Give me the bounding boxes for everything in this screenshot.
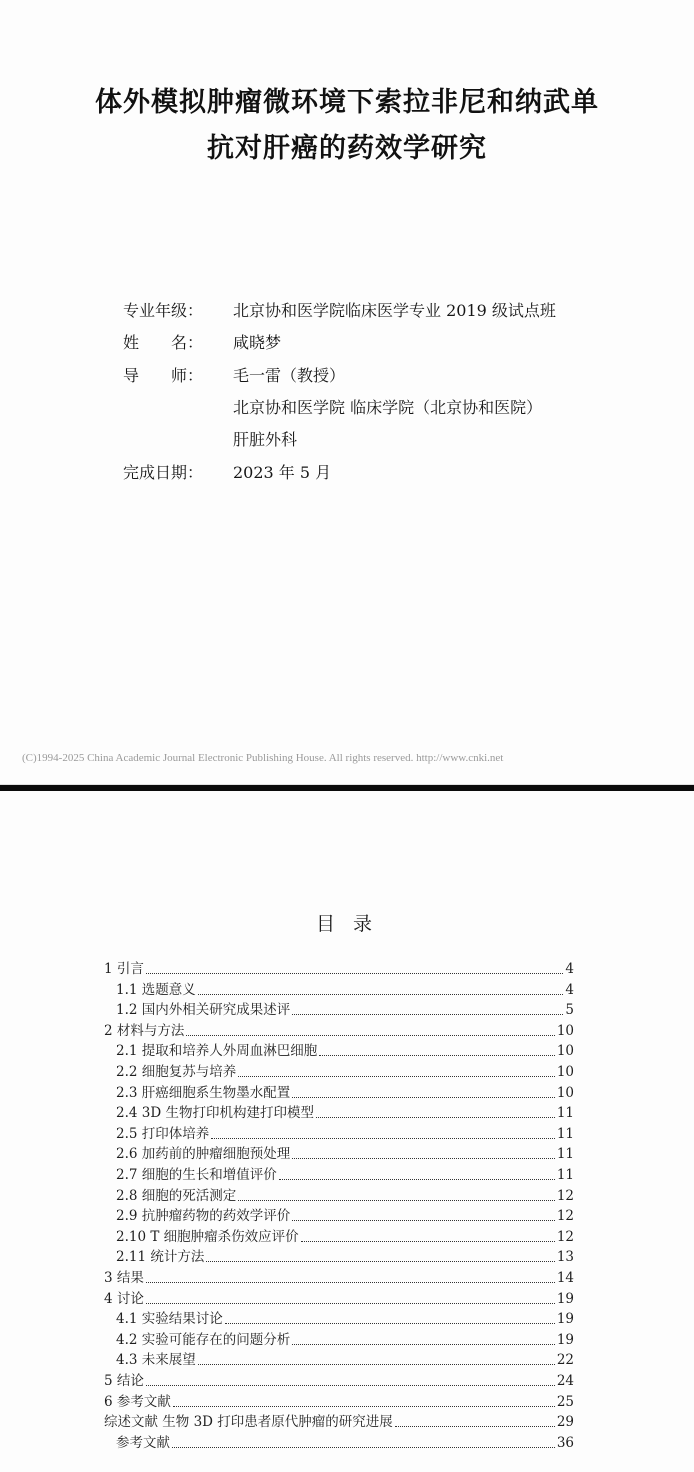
info-value-institution: 北京协和医学院 临床学院（北京协和医院）: [233, 398, 543, 417]
toc-page: [0, 791, 694, 1472]
toc-entry-page-number: 4: [565, 981, 574, 998]
toc-entry: [104, 957, 574, 977]
toc-entry-label: 2.5 打印体培养: [116, 1125, 210, 1142]
cnki-copyright-footer: (C)1994-2025 China Academic Journal Electronic Publishing House. All rights reserved. http://www.cnki.net: [22, 752, 504, 764]
toc-entry: [116, 1307, 574, 1327]
toc-dot-leader: [316, 1117, 555, 1118]
toc-entry-label: 2 材料与方法: [104, 1022, 185, 1039]
toc-entry: [116, 1142, 574, 1162]
toc-entry: [116, 1184, 574, 1204]
toc-entry: [116, 1204, 574, 1224]
toc-entry-page-number: 10: [556, 1084, 574, 1101]
toc-entry: [116, 1163, 574, 1183]
toc-entry: [116, 998, 574, 1018]
toc-entry-label: 2.6 加药前的肿瘤细胞预处理: [116, 1146, 291, 1163]
toc-dot-leader: [146, 1282, 555, 1283]
toc-dot-leader: [279, 1179, 555, 1180]
toc-entry: [116, 1431, 574, 1451]
toc-dot-leader: [206, 1261, 554, 1262]
toc-entry: [116, 1101, 574, 1121]
toc-dot-leader: [146, 973, 564, 974]
toc-dot-leader: [186, 1035, 554, 1036]
toc-entry: [104, 1390, 574, 1410]
toc-entry-page-number: 5: [565, 1002, 574, 1019]
toc-entry-page-number: 10: [556, 1064, 574, 1080]
toc-entry-page-number: 11: [556, 1146, 574, 1163]
toc-dot-leader: [301, 1241, 555, 1242]
toc-entry-label: 综述文献 生物 3D 打印患者原代肿瘤的研究进展: [104, 1414, 393, 1431]
toc-entry-page-number: 25: [556, 1393, 574, 1410]
toc-dot-leader: [225, 1323, 555, 1324]
toc-entry: [104, 1287, 574, 1307]
toc-entry-page-number: 22: [556, 1352, 574, 1369]
toc-dot-leader: [146, 1385, 555, 1386]
info-label-advisor: 导 师：: [123, 366, 204, 385]
toc-entry-label: 2.1 提取和培养人外周血淋巴细胞: [116, 1043, 318, 1060]
toc-entry-page-number: 10: [556, 1043, 574, 1060]
info-value-department: 肝脏外科: [233, 430, 298, 449]
toc-entry-label: 参考文献: [116, 1434, 170, 1451]
info-value-advisor: 毛一雷（教授）: [233, 366, 346, 385]
toc-entry: [116, 1245, 574, 1265]
toc-entry: [116, 1348, 574, 1368]
toc-entry-label: 3 结果: [104, 1270, 144, 1286]
toc-entry-page-number: 36: [556, 1434, 574, 1451]
toc-dot-leader: [292, 1344, 555, 1345]
toc-entry-page-number: 19: [556, 1290, 574, 1307]
toc-dot-leader: [395, 1426, 555, 1427]
toc-entry-label: 1.1 选题意义: [116, 981, 196, 998]
toc-entry-label: 4.3 未来展望: [116, 1352, 196, 1369]
info-label-major: 专业年级：: [123, 301, 204, 320]
toc-entry-label: 4.2 实验可能存在的问题分析: [116, 1331, 291, 1348]
toc-entry-page-number: 19: [556, 1331, 574, 1348]
info-value-name: 咸晓梦: [233, 333, 282, 352]
toc-entry-page-number: 29: [556, 1414, 574, 1431]
toc-entry: [104, 1019, 574, 1039]
toc-entry-page-number: 14: [556, 1270, 574, 1286]
toc-dot-leader: [146, 1303, 555, 1304]
toc-dot-leader: [319, 1055, 555, 1056]
toc-entry-label: 2.11 统计方法: [116, 1249, 205, 1266]
toc-entry-label: 4.1 实验结果讨论: [116, 1311, 223, 1328]
toc-dot-leader: [292, 1158, 555, 1159]
toc-entry-page-number: 19: [556, 1311, 574, 1328]
toc-entry-page-number: 4: [565, 961, 574, 977]
toc-dot-leader: [173, 1406, 555, 1407]
toc-entry-label: 1 引言: [104, 961, 144, 977]
toc-dot-leader: [198, 994, 564, 995]
toc-entry-page-number: 10: [556, 1022, 574, 1039]
toc-entry-label: 2.10 T 细胞肿瘤杀伤效应评价: [116, 1228, 299, 1245]
toc-entry-page-number: 11: [556, 1125, 574, 1142]
toc-dot-leader: [292, 1220, 555, 1221]
toc-entry: [116, 1081, 574, 1101]
toc-entry: [104, 1266, 574, 1286]
toc-entry-page-number: 12: [556, 1208, 574, 1225]
info-value-date: 2023 年 5 月: [233, 463, 332, 482]
thesis-title-line-1: 体外模拟肿瘤微环境下索拉非尼和纳武单: [95, 87, 599, 118]
toc-entry-label: 2.7 细胞的生长和增值评价: [116, 1167, 277, 1183]
info-value-major: 北京协和医学院临床医学专业 2019 级试点班: [233, 301, 556, 320]
info-label-name: 姓 名：: [123, 333, 204, 352]
toc-entry: [116, 1060, 574, 1080]
toc-entry-page-number: 12: [556, 1187, 574, 1204]
toc-entry: [116, 1328, 574, 1348]
toc-dot-leader: [292, 1097, 555, 1098]
toc-dot-leader: [198, 1364, 555, 1365]
toc-dot-leader: [238, 1200, 555, 1201]
toc-entry-label: 2.3 肝癌细胞系生物墨水配置: [116, 1084, 291, 1101]
toc-entry: [116, 978, 574, 998]
toc-entry: [104, 1369, 574, 1389]
toc-entry: [116, 1122, 574, 1142]
toc-entry-label: 2.9 抗肿瘤药物的药效学评价: [116, 1208, 291, 1225]
toc-dot-leader: [238, 1076, 555, 1077]
toc-entry-label: 6 参考文献: [104, 1393, 171, 1410]
toc-entry: [116, 1225, 574, 1245]
toc-entry-label: 2.8 细胞的死活测定: [116, 1187, 237, 1204]
toc-entry-label: 4 讨论: [104, 1290, 144, 1307]
toc-entry-label: 2.2 细胞复苏与培养: [116, 1064, 237, 1080]
toc-entry-label: 1.2 国内外相关研究成果述评: [116, 1002, 291, 1019]
toc-entry-label: 2.4 3D 生物打印机构建打印模型: [116, 1105, 314, 1122]
toc-entry: [104, 1410, 574, 1430]
toc-dot-leader: [211, 1138, 555, 1139]
toc-entry-page-number: 11: [556, 1105, 574, 1122]
toc-entry-page-number: 13: [556, 1249, 574, 1266]
thesis-title-line-2: 抗对肝癌的药效学研究: [207, 133, 487, 164]
toc-title: 目 录: [315, 913, 379, 935]
toc-entry-page-number: 11: [556, 1167, 574, 1183]
info-label-date: 完成日期：: [123, 463, 204, 482]
toc-dot-leader: [292, 1014, 563, 1015]
toc-entry-label: 5 结论: [104, 1373, 144, 1389]
toc-entry-page-number: 12: [556, 1228, 574, 1245]
toc-dot-leader: [172, 1447, 555, 1448]
toc-entry: [116, 1039, 574, 1059]
toc-entry-page-number: 24: [556, 1373, 574, 1389]
